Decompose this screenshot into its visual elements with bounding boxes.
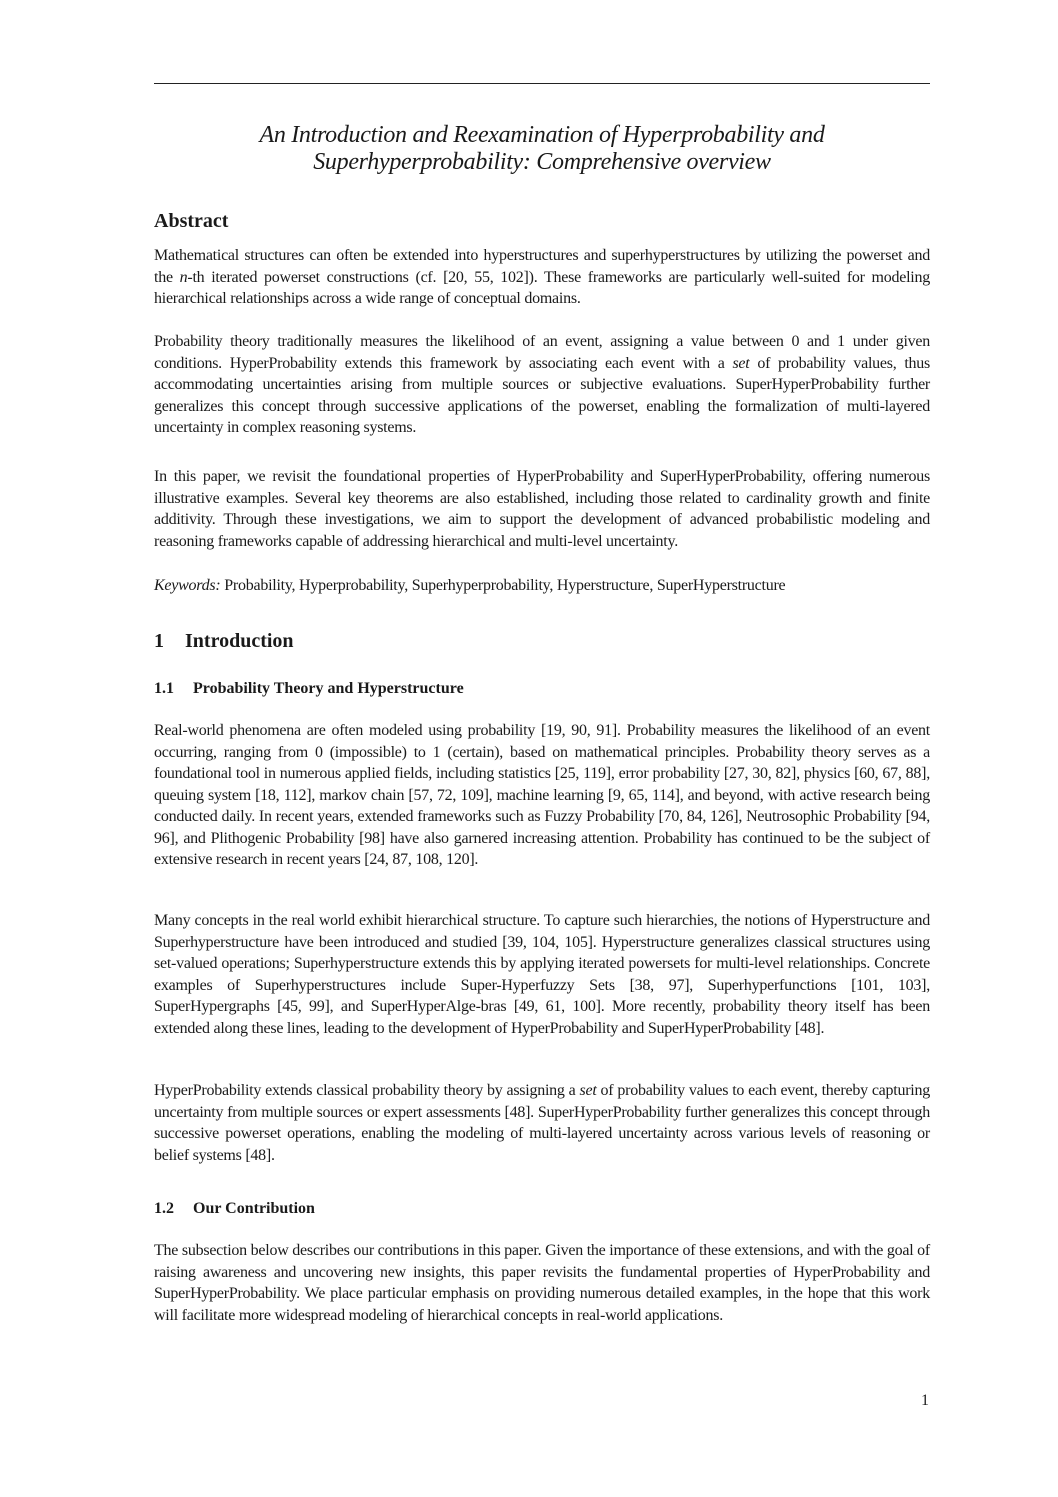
text-run: of probability values to each event, thereby capturing uncertainty from multiple sources or expert assessments [48]. SuperHyperProbability further generalizes this concept through successive powerset operations, enabling the modeling of multi-layered uncertainty across various levels of reasoning or belief systems [48]. — [154, 1082, 930, 1164]
subsection-title: Probability Theory and Hyperstructure — [193, 680, 464, 697]
text-run: -th iterated powerset constructions (cf. [20, 55, 102]). These frameworks are particularly well-suited for modeling hierarchical relationships across a wide range of conceptual domains. — [154, 268, 930, 307]
title-line-1: An Introduction and Reexamination of Hyperprobability and — [259, 122, 825, 148]
italic-n: n — [179, 268, 188, 286]
subsection-title: Our Contribution — [193, 1200, 315, 1217]
paper-title — [154, 122, 930, 176]
italic-set: set — [579, 1082, 597, 1099]
intro-paragraph-2: Many concepts in the real world exhibit hierarchical structure. To capture such hierarchies, the notions of Hyperstructure and Superhyperstructure have been introduced and studied [39, 104, 105]. Hyperstructure generalizes classical structures using set-valued operations; Superhyperstructure extends this by applying iterated powersets for multi-level relationships. Concrete examples of Superhyperstructures include Super-Hyperfuzzy Sets [38, 97], Superhyperfunctions [101, 103], SuperHypergraphs [45, 99], and SuperHyperAlge-bras [49, 61, 100]. More recently, probability theory itself has been extended along these lines, leading to the development of HyperProbability and SuperHyperProbability [48]. — [154, 912, 930, 1037]
section-number: 1 — [154, 630, 164, 652]
intro-paragraph-1: Real-world phenomena are often modeled using probability [19, 90, 91]. Probability measures the likelihood of an event occurring, ranging from 0 (impossible) to 1 (certain), based on mathematical principles. Probability theory serves as a foundational tool in numerous applied fields, including statistics [25, 119], error probability [27, 30, 82], physics [60, 67, 88], queuing system [18, 112], markov chain [57, 72, 109], machine learning [9, 65, 114], and beyond, with active research being conducted daily. In recent years, extended frameworks such as Fuzzy Probability [70, 84, 126], Neutrosophic Probability [94, 96], and Plithogenic Probability [98] have also garnered increasing attention. Probability has continued to be the subject of extensive research in recent years [24, 87, 108, 120]. — [154, 722, 930, 868]
subsection-number: 1.1 — [154, 680, 174, 697]
abstract-paragraph-3: In this paper, we revisit the foundational properties of HyperProbability and SuperHyperProbability, offering numerous illustrative examples. Several key theorems are also established, including those related to cardinality growth and finite additivity. Through these investigations, we aim to support the development of advanced probabilistic modeling and reasoning frameworks capable of addressing hierarchical and multi-level uncertainty. — [154, 468, 930, 550]
text-run: Mathematical structures can often be extended into hyperstructures and superhyperstructures by utilizing the powerset and the — [154, 247, 930, 286]
subsection-1-1-heading — [154, 680, 464, 698]
keywords-list: Probability, Hyperprobability, Superhyperprobability, Hyperstructure, SuperHyperstructure — [224, 577, 786, 594]
keywords-label: Keywords: — [154, 577, 221, 594]
contribution-paragraph-1: The subsection below describes our contributions in this paper. Given the importance of these extensions, and with the goal of raising awareness and uncovering new insights, this paper revisits the fundamental properties of HyperProbability and SuperHyperProbability. We place particular emphasis on providing numerous detailed examples, in the hope that this work will facilitate more widespread modeling of hierarchical concepts in real-world applications. — [154, 1242, 930, 1324]
intro-paragraph-3 — [154, 1080, 930, 1166]
text-run: Probability theory traditionally measures the likelihood of an event, assigning a value between 0 and 1 under given conditions. HyperProbability extends this framework by associating each event with a — [154, 333, 930, 372]
subsection-number: 1.2 — [154, 1200, 174, 1217]
text-run: HyperProbability extends classical probability theory by assigning a — [154, 1082, 580, 1099]
abstract-paragraph-1 — [154, 245, 930, 310]
italic-set: set — [732, 354, 750, 372]
abstract-heading: Abstract — [154, 210, 229, 232]
section-1-heading — [154, 630, 294, 653]
subsection-1-2-heading — [154, 1200, 315, 1218]
keywords — [154, 575, 930, 597]
page-number: 1 — [921, 1392, 929, 1409]
header-rule — [154, 83, 930, 84]
title-line-2: Superhyperprobability: Comprehensive overview — [313, 149, 771, 175]
abstract-paragraph-2 — [154, 331, 930, 439]
text-run: of probability values, thus accommodating uncertainties arising from multiple sources or subjective evaluations. SuperHyperProbability further generalizes this concept through successive applications of the powerset, enabling the formalization of multi-layered uncertainty in complex reasoning systems. — [154, 354, 930, 436]
section-title: Introduction — [185, 630, 294, 652]
